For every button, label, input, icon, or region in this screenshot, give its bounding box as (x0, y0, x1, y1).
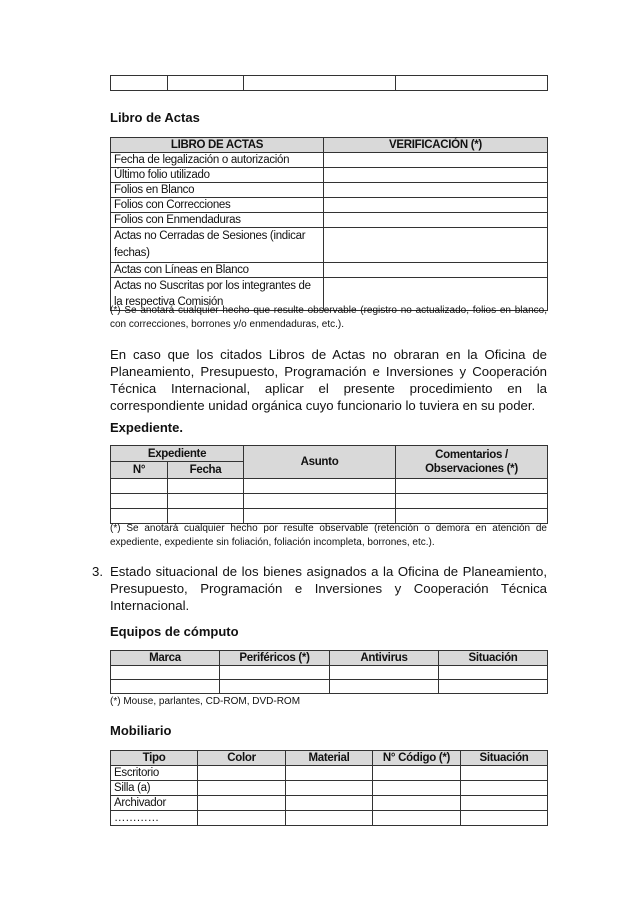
cell (396, 494, 548, 509)
expediente-note: (*) Se anotará cualquier hecho por resulte observable (retención o demora en atención de expediente, expediente sin foliación, foliación incompleta, borrones, etc.). (110, 523, 547, 548)
cell (198, 811, 286, 826)
cell (198, 766, 286, 781)
libro-actas-row-label: Actas no Cerradas de Sesiones (indicar fechas) (111, 228, 324, 263)
asunto-header: Asunto (244, 446, 396, 479)
mobiliario-heading: Mobiliario (110, 723, 172, 738)
codigo-header: N° Código (*) (373, 751, 461, 766)
cell (168, 76, 244, 91)
libro-actas-note: (*) Se anotará cualquier hecho que resulte observable (registro no actualizado, folios en blanco, con correcciones, borrones y/o enmendaduras, etc.). (110, 305, 547, 330)
cell (396, 76, 548, 91)
mobiliario-row-label: Archivador (111, 796, 198, 811)
fecha-header: Fecha (168, 462, 244, 479)
marca-header: Marca (111, 651, 220, 666)
libro-actas-heading: Libro de Actas (110, 110, 200, 125)
mobiliario-row-label: Silla (a) (111, 781, 198, 796)
libro-actas-paragraph: En caso que los citados Libros de Actas no obraran en la Oficina de Planeamiento, Presupuesto, Programación e Inversiones y Cooperación Técnica Internacional, aplicar el presente procedimiento en la correspondiente unidad orgánica cuyo funcionario lo tuviera en su poder. (110, 347, 547, 413)
cell (461, 796, 548, 811)
cell (373, 766, 461, 781)
verificacion-cell (324, 228, 548, 263)
equipos-heading: Equipos de cómputo (110, 624, 239, 639)
equipos-table (110, 650, 548, 694)
libro-actas-row-label: Actas no Suscritas por los integrantes de la respectiva Comisión (111, 278, 324, 311)
verificacion-cell (324, 213, 548, 228)
cell (373, 796, 461, 811)
cell (198, 781, 286, 796)
libro-actas-row-label: Actas con Líneas en Blanco (111, 263, 324, 278)
cell (286, 766, 373, 781)
verificacion-cell (324, 198, 548, 213)
cell (244, 494, 396, 509)
cell (439, 666, 548, 680)
cell (220, 666, 330, 680)
perifericos-header: Periféricos (*) (220, 651, 330, 666)
verificacion-cell (324, 153, 548, 168)
expediente-group-header: Expediente (111, 446, 244, 462)
cell (396, 479, 548, 494)
mobiliario-table (110, 750, 548, 826)
cell (111, 76, 168, 91)
cell (461, 766, 548, 781)
cell (461, 811, 548, 826)
cell (286, 811, 373, 826)
cell (330, 680, 439, 694)
mobiliario-row-label: ………… (111, 811, 198, 826)
equipos-note: (*) Mouse, parlantes, CD-ROM, DVD-ROM (110, 696, 301, 707)
verificacion-cell (324, 263, 548, 278)
cell (286, 796, 373, 811)
comentarios-header: Comentarios / Observaciones (*) (396, 446, 548, 479)
cell (330, 666, 439, 680)
cell (198, 796, 286, 811)
cell (111, 494, 168, 509)
libro-actas-row-label: Folios en Blanco (111, 183, 324, 198)
top-residual-table (110, 75, 548, 91)
cell (168, 494, 244, 509)
libro-actas-row-label: Último folio utilizado (111, 168, 324, 183)
mobiliario-row-label: Escritorio (111, 766, 198, 781)
cell (168, 479, 244, 494)
verificacion-cell (324, 168, 548, 183)
cell (220, 680, 330, 694)
section-3-number: 3. (92, 564, 103, 579)
libro-actas-row-label: Folios con Enmendaduras (111, 213, 324, 228)
cell (111, 479, 168, 494)
cell (111, 666, 220, 680)
cell (111, 680, 220, 694)
expediente-heading: Expediente. (110, 420, 183, 435)
verificacion-col-header: VERIFICACIÓN (*) (324, 138, 548, 153)
cell (244, 76, 396, 91)
libro-actas-row-label: Fecha de legalización o autorización (111, 153, 324, 168)
tipo-header: Tipo (111, 751, 198, 766)
libro-actas-col-header: LIBRO DE ACTAS (111, 138, 324, 153)
cell (373, 811, 461, 826)
libro-actas-table (110, 137, 548, 311)
cell (244, 479, 396, 494)
cell (439, 680, 548, 694)
color-header: Color (198, 751, 286, 766)
material-header: Material (286, 751, 373, 766)
verificacion-cell (324, 183, 548, 198)
expediente-table (110, 445, 548, 524)
cell (373, 781, 461, 796)
libro-actas-row-label: Folios con Correcciones (111, 198, 324, 213)
antivirus-header: Antivirus (330, 651, 439, 666)
section-3-text: Estado situacional de los bienes asignados a la Oficina de Planeamiento, Presupuesto, Programación e Inversiones y Cooperación Técnica Internacional. (110, 564, 547, 613)
cell (461, 781, 548, 796)
cell (286, 781, 373, 796)
numero-header: N° (111, 462, 168, 479)
situacion-header: Situación (439, 651, 548, 666)
situacion-header: Situación (461, 751, 548, 766)
